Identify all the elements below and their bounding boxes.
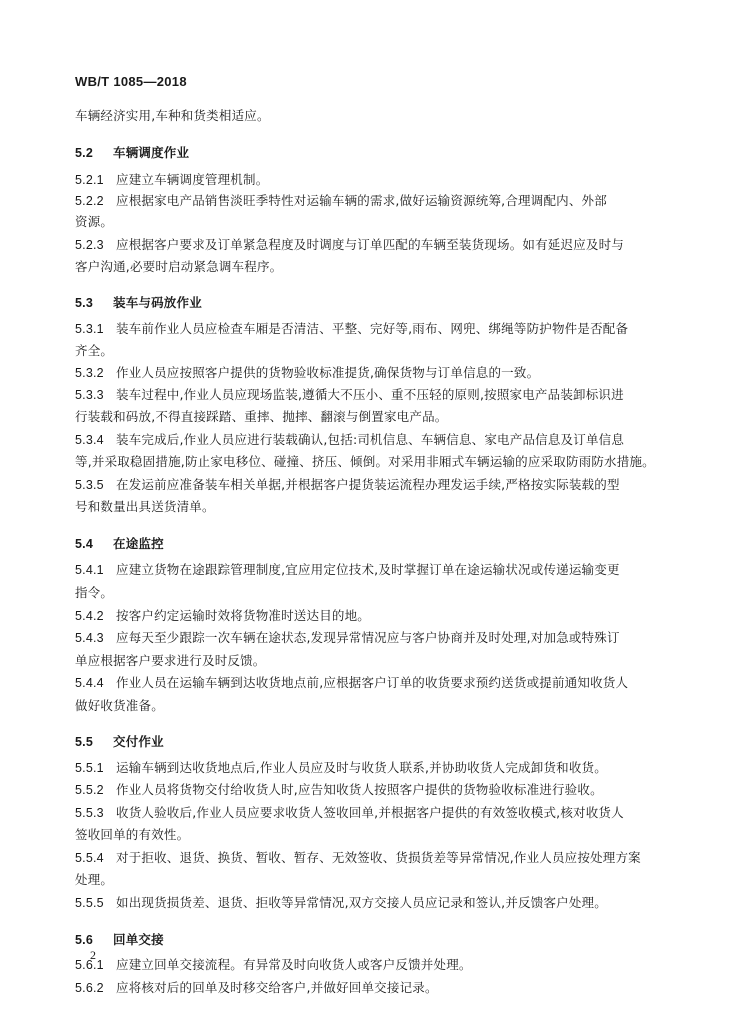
clause-line: [75, 893, 607, 911]
clause-line: [75, 170, 268, 188]
clause-text: 应建立货物在途跟踪管理制度,宜应用定位技术,及时掌握订单在途运输状况或传递运输变更: [116, 562, 620, 577]
heading-text: 回单交接: [113, 932, 164, 947]
clause-line: [75, 651, 266, 669]
clause-line: [75, 803, 624, 821]
clause-text: 单应根据客户要求进行及时反馈。: [75, 653, 266, 668]
clause-line: [75, 583, 113, 601]
clause-line: [75, 978, 438, 996]
clause-text: 应将核对后的回单及时移交给客户,并做好回单交接记录。: [116, 980, 438, 995]
clause-text: 在发运前应准备装车相关单据,并根据客户提货装运流程办理发运手续,严格按实际装载的型: [116, 477, 620, 492]
clause-line: [75, 407, 447, 425]
standard-code: WB/T 1085—2018: [75, 74, 187, 89]
clause-number: 5.5.5: [75, 896, 104, 910]
section-heading: [75, 732, 164, 750]
clause-line: [75, 560, 620, 578]
clause-line: [75, 758, 607, 776]
clause-text: 齐全。: [75, 343, 114, 358]
clause-number: 5.3.2: [75, 366, 104, 380]
clause-line: [75, 696, 164, 714]
clause-text: 处理。: [75, 872, 114, 887]
clause-number: 5.5.3: [75, 806, 104, 820]
clause-line: [75, 385, 624, 403]
clause-number: 5.4.4: [75, 676, 104, 690]
clause-text: 客户沟通,必要时启动紧急调车程序。: [75, 259, 283, 274]
clause-number: 5.5.1: [75, 761, 104, 775]
clause-number: 5.2: [75, 146, 93, 160]
clause-line: [75, 628, 620, 646]
clause-line: [75, 212, 113, 230]
clause-number: 5.6.1: [75, 958, 104, 972]
clause-text: 车辆经济实用,车种和货类相适应。: [75, 108, 270, 123]
clause-text: 作业人员应按照客户提供的货物验收标准提货,确保货物与订单信息的一致。: [116, 365, 540, 380]
clause-text: 装车完成后,作业人员应进行装载确认,包括:司机信息、车辆信息、家电产品信息及订单信息: [116, 432, 625, 447]
clause-text: 做好收货准备。: [75, 698, 164, 713]
clause-line: [75, 497, 215, 515]
heading-text: 交付作业: [113, 734, 164, 749]
clause-number: 5.6.2: [75, 981, 104, 995]
heading-text: 车辆调度作业: [113, 145, 190, 160]
clause-number: 5.3.3: [75, 388, 104, 402]
clause-text: 作业人员在运输车辆到达收货地点前,应根据客户订单的收货要求预约送货或提前通知收货人: [116, 675, 629, 690]
clause-text: 按客户约定运输时效将货物准时送达目的地。: [116, 608, 371, 623]
clause-line: [75, 780, 603, 798]
clause-text: 装车前作业人员应检查车厢是否清洁、平整、完好等,雨布、网兜、绑绳等防护物件是否配备: [116, 321, 629, 336]
clause-text: 收货人验收后,作业人员应要求收货人签收回单,并根据客户提供的有效签收模式,核对收货人: [116, 805, 624, 820]
clause-number: 5.5.2: [75, 783, 104, 797]
clause-line: [75, 673, 628, 691]
clause-number: 5.3.1: [75, 322, 104, 336]
clause-text: 应每天至少跟踪一次车辆在途状态,发现异常情况应与客户协商并及时处理,对加急或特殊订: [116, 630, 620, 645]
clause-text: 等,并采取稳固措施,防止家电移位、碰撞、挤压、倾倒。对采用非厢式车辆运输的应采取防雨防水措施。: [75, 454, 655, 469]
clause-number: 5.6: [75, 933, 93, 947]
clause-line: [75, 430, 624, 448]
clause-number: 5.4: [75, 537, 93, 551]
clause-line: [75, 475, 620, 493]
clause-text: 作业人员将货物交付给收货人时,应告知收货人按照客户提供的货物验收标准进行验收。: [116, 782, 603, 797]
page-number: 2: [90, 948, 96, 962]
clause-line: [75, 257, 282, 275]
clause-line: [75, 955, 472, 973]
heading-text: 在途监控: [113, 536, 164, 551]
clause-text: 应建立回单交接流程。有异常及时向收货人或客户反馈并处理。: [116, 957, 472, 972]
clause-number: 5.2.1: [75, 173, 104, 187]
clause-number: 5.3.4: [75, 433, 104, 447]
clause-number: 5.5.4: [75, 851, 104, 865]
section-heading: [75, 143, 189, 161]
clause-line: [75, 452, 655, 470]
clause-line: [75, 870, 113, 888]
section-heading: [75, 930, 164, 948]
clause-text: 应根据家电产品销售淡旺季特性对运输车辆的需求,做好运输资源统筹,合理调配内、外部: [116, 193, 607, 208]
section-heading: [75, 534, 164, 552]
clause-number: 5.2.3: [75, 238, 104, 252]
clause-text: 资源。: [75, 214, 114, 229]
clause-line: [75, 341, 113, 359]
clause-text: 签收回单的有效性。: [75, 827, 190, 842]
clause-text: 号和数量出具送货清单。: [75, 499, 215, 514]
clause-text: 行装载和码放,不得直接踩踏、重摔、抛摔、翻滚与倒置家电产品。: [75, 409, 448, 424]
clause-number: 5.3.5: [75, 478, 104, 492]
clause-line: [75, 363, 539, 381]
clause-number: 5.2.2: [75, 194, 104, 208]
clause-text: 指令。: [75, 585, 114, 600]
section-heading: [75, 293, 202, 311]
clause-number: 5.5: [75, 735, 93, 749]
clause-text: 应根据客户要求及订单紧急程度及时调度与订单匹配的车辆至装货现场。如有延迟应及时与: [116, 237, 625, 252]
clause-line: [75, 848, 641, 866]
clause-line: [75, 825, 189, 843]
clause-number: 5.4.1: [75, 563, 104, 577]
clause-line: [75, 191, 607, 209]
clause-text: 装车过程中,作业人员应现场监装,遵循大不压小、重不压轻的原则,按照家电产品装卸标识进: [116, 387, 624, 402]
clause-text: 如出现货损货差、退货、拒收等异常情况,双方交接人员应记录和签认,并反馈客户处理。: [116, 895, 607, 910]
clause-line: [75, 606, 370, 624]
clause-line: [75, 106, 270, 124]
clause-text: 运输车辆到达收货地点后,作业人员应及时与收货人联系,并协助收货人完成卸货和收货。: [116, 760, 607, 775]
clause-number: 5.3: [75, 296, 93, 310]
heading-text: 装车与码放作业: [113, 295, 202, 310]
clause-line: [75, 319, 628, 337]
clause-number: 5.4.3: [75, 631, 104, 645]
clause-text: 应建立车辆调度管理机制。: [116, 172, 269, 187]
clause-line: [75, 235, 624, 253]
clause-number: 5.4.2: [75, 609, 104, 623]
clause-text: 对于拒收、退货、换货、暂收、暂存、无效签收、货损货差等异常情况,作业人员应按处理方案: [116, 850, 641, 865]
